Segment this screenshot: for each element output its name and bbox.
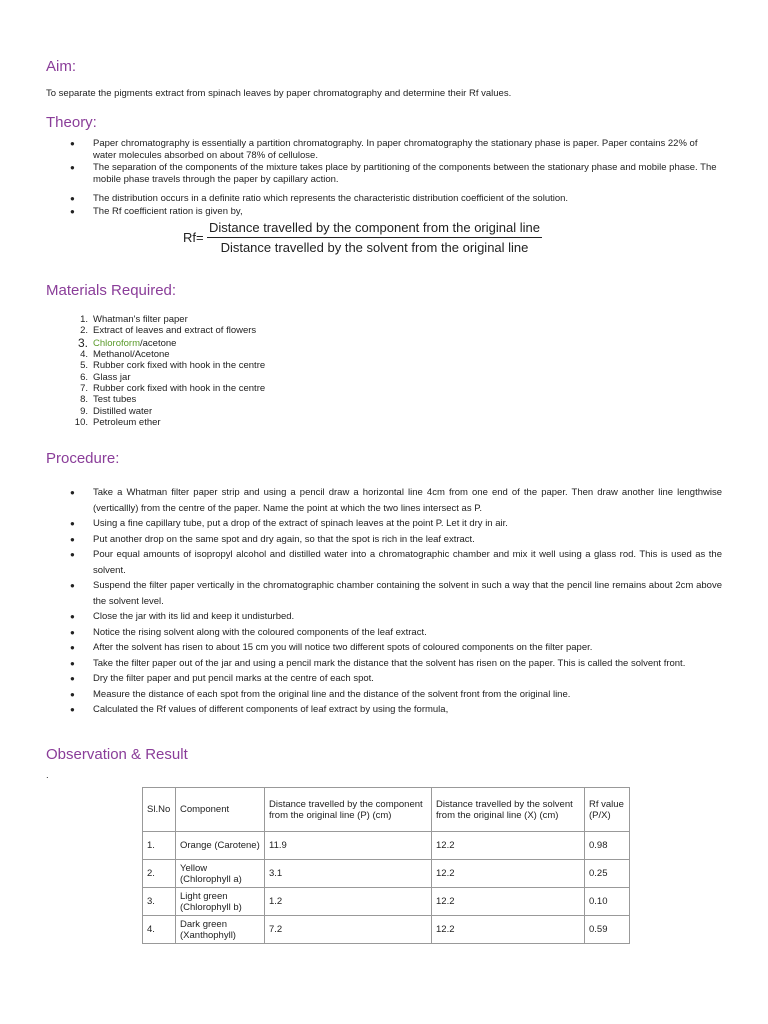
header-rf-value: Rf value (P/X) — [585, 788, 630, 832]
list-item: ● Using a fine capillary tube, put a drop of the extract of spinach leaves at the point P. Let it dry in air. — [46, 516, 768, 532]
bullet-icon: ● — [70, 163, 75, 172]
bullet-icon: ● — [70, 612, 75, 621]
list-item: 7. Rubber cork fixed with hook in the centre — [80, 382, 266, 394]
table-cell: 0.59 — [585, 916, 630, 944]
list-item: 6. Glass jar — [80, 371, 131, 383]
table-cell: 1. — [143, 832, 176, 860]
table-cell: 12.2 — [432, 916, 585, 944]
table-cell: 12.2 — [432, 860, 585, 888]
table-cell: 3. — [143, 888, 176, 916]
table-cell: Yellow (Chlorophyll a) — [176, 860, 265, 888]
bullet-icon: ● — [70, 519, 75, 528]
table-cell: 11.9 — [265, 832, 432, 860]
header-component-distance: Distance travelled by the component from the original line (P) (cm) — [265, 788, 432, 832]
table-cell: 2. — [143, 860, 176, 888]
list-item: ● The Rf coefficient ration is given by, — [70, 205, 243, 217]
table-cell: Light green (Chlorophyll b) — [176, 888, 265, 916]
list-item: ● Paper chromatography is essentially a partition chromatography. In paper chromatography the stationary phase is paper. Paper contains 22% of water molecules absorbed on about 78% of cellulose. — [70, 138, 698, 161]
bullet-icon: ● — [70, 488, 75, 497]
table-cell: 12.2 — [432, 888, 585, 916]
list-item: ● Close the jar with its lid and keep it undisturbed. — [46, 609, 768, 625]
list-item: ● Suspend the filter paper vertically in the chromatographic chamber containing the solvent in such a way that the pencil line remains about 2cm above the solvent level. — [70, 580, 722, 607]
bullet-icon: ● — [70, 627, 75, 637]
table-row — [143, 860, 630, 888]
table-cell: 7.2 — [265, 916, 432, 944]
list-item: 2. Extract of leaves and extract of flowers — [80, 325, 257, 337]
list-item: ● Take a Whatman filter paper strip and using a pencil draw a horizontal line 4cm from one end of the paper. Then draw another line lengthwise (verticallly) from the centre of the paper. Name the point at which the two lines intersect as P. — [70, 487, 722, 514]
list-item: 9. Distilled water — [80, 405, 153, 417]
table-cell: Orange (Carotene) — [176, 832, 265, 860]
list-item: ● Calculated the Rf values of different components of leaf extract by using the formula, — [46, 702, 768, 718]
formula-fraction — [207, 220, 542, 255]
table-cell: 0.98 — [585, 832, 630, 860]
list-item: ● Notice the rising solvent along with the coloured components of the leaf extract. — [46, 625, 768, 641]
bullet-icon: ● — [70, 534, 75, 544]
list-item: ● Pour equal amounts of isopropyl alcohol and distilled water into a chromatographic chamber and mix it well using a glass rod. This is used as the solvent. — [70, 549, 722, 576]
list-item: 1. Whatman's filter paper — [80, 314, 188, 325]
list-item: 5. Rubber cork fixed with hook in the centre — [80, 360, 266, 372]
list-item: ● The distribution occurs in a definite ratio which represents the characteristic distribution coefficient of the solution. — [70, 193, 569, 204]
bullet-icon: ● — [70, 581, 75, 590]
procedure-heading: Procedure: — [46, 450, 120, 467]
list-item: 10. Petroleum ether — [74, 416, 161, 428]
bullet-icon: ● — [70, 643, 75, 652]
results-table — [142, 787, 630, 944]
list-item: 8. Test tubes — [80, 394, 137, 406]
table-row — [143, 916, 630, 944]
bullet-icon: ● — [70, 689, 75, 699]
table-row — [143, 832, 630, 860]
table-header-row — [143, 788, 630, 832]
header-solvent-distance: Distance travelled by the solvent from the original line (X) (cm) — [432, 788, 585, 832]
formula-denominator: Distance travelled by the solvent from the original line — [220, 240, 529, 255]
table-cell: 12.2 — [432, 832, 585, 860]
table-cell: 1.2 — [265, 888, 432, 916]
bullet-icon: ● — [70, 194, 75, 203]
list-item: ● Put another drop on the same spot and dry again, so that the spot is rich in the leaf extract. — [46, 532, 768, 548]
aim-text: To separate the pigments extract from spinach leaves by paper chromatography and determine their Rf values. — [46, 88, 512, 99]
materials-heading: Materials Required: — [46, 282, 177, 299]
bullet-icon: ● — [70, 550, 75, 559]
table-cell: 0.10 — [585, 888, 630, 916]
list-item: ● After the solvent has risen to about 15 cm you will notice two different spots of coloured components on the filter paper. — [46, 640, 768, 656]
header-slno: Sl.No — [143, 788, 176, 832]
formula-lhs: Rf= — [183, 230, 204, 245]
observation-heading: Observation & Result — [46, 746, 188, 763]
bullet-icon: ● — [70, 674, 75, 683]
list-item: ● Take the filter paper out of the jar and using a pencil mark the distance that the solvent has risen on the paper. This is called the solvent front. — [46, 656, 768, 672]
bullet-icon: ● — [70, 206, 75, 216]
table-cell: 0.25 — [585, 860, 630, 888]
bullet-icon: ● — [70, 705, 75, 714]
header-component: Component — [176, 788, 265, 832]
bullet-icon: ● — [70, 139, 75, 148]
list-item: 3. Chloroform/acetone — [77, 335, 177, 350]
table-cell: 4. — [143, 916, 176, 944]
fraction-bar — [207, 237, 542, 238]
procedure-list — [46, 485, 768, 718]
bullet-icon: ● — [70, 658, 75, 668]
aim-heading: Aim: — [46, 58, 76, 75]
materials-list — [46, 314, 546, 428]
list-item: 4. Methanol/Acetone — [80, 349, 170, 361]
table-cell: Dark green (Xanthophyll) — [176, 916, 265, 944]
list-item: ● Dry the filter paper and put pencil marks at the centre of each spot. — [46, 671, 768, 687]
list-item: ● Measure the distance of each spot from the original line and the distance of the solvent front from the original line. — [46, 687, 768, 703]
table-row — [143, 888, 630, 916]
stray-dot: . — [46, 770, 49, 781]
table-cell: 3.1 — [265, 860, 432, 888]
formula-numerator: Distance travelled by the component from the original line — [209, 220, 540, 235]
list-item: ● The separation of the components of the mixture takes place by partitioning of the components between the stationary phase and mobile phase. The mobile phase travels through the paper by capillary action. — [70, 162, 717, 185]
theory-heading: Theory: — [46, 114, 97, 131]
theory-list — [46, 138, 718, 217]
